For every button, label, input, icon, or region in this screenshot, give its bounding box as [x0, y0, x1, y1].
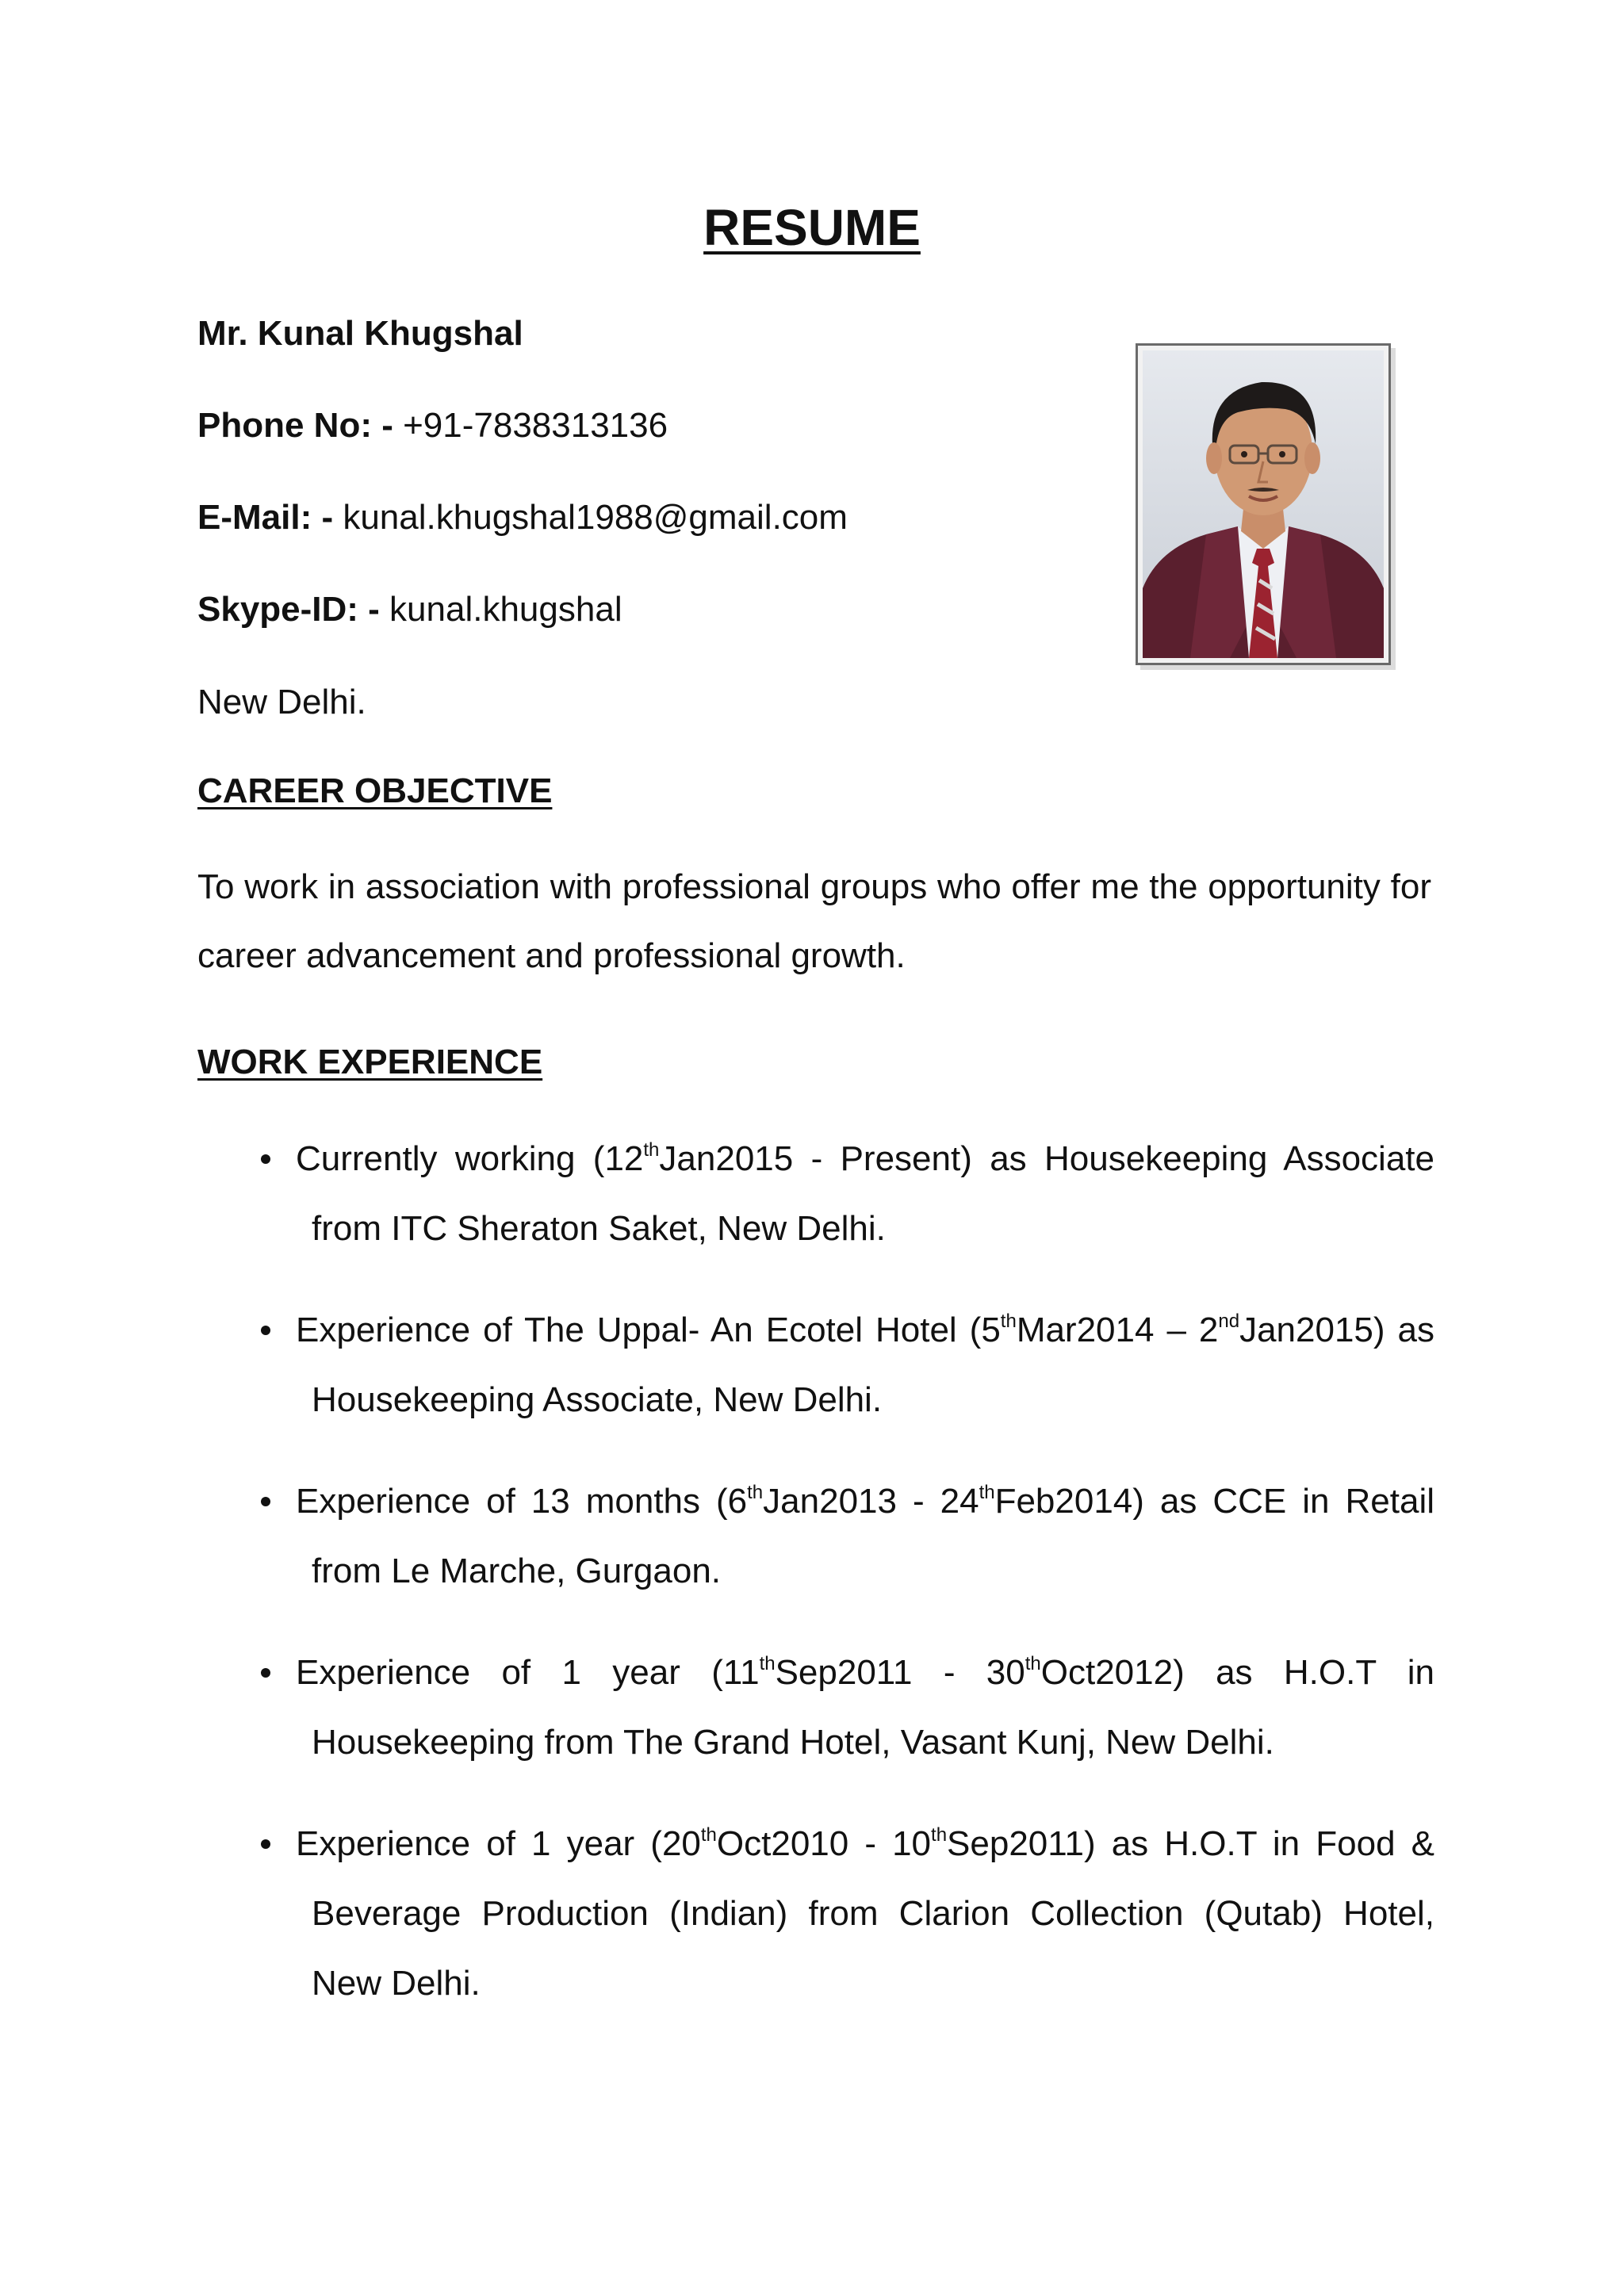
bullet-icon [261, 1668, 270, 1678]
email-line [197, 496, 848, 539]
work-experience-list [197, 1124, 1434, 2019]
profile-photo-frame [1136, 343, 1391, 665]
city-line: New Delhi. [197, 683, 366, 721]
bullet-icon [261, 1497, 270, 1506]
bullet-icon [261, 1326, 270, 1335]
phone-line [197, 404, 668, 447]
list-item: Experience of 1 year (20thOct2010 - 10thSep2011) as H.O.T in Food & Beverage Production (Indian) from Clarion Collection (Qutab) Hotel, New Delhi. [197, 1809, 1434, 2019]
profile-photo-illustration [1143, 350, 1384, 658]
career-objective-text: To work in association with professional groups who offer me the opportunity for career advancement and professional growth. [197, 867, 1431, 975]
email-value: kunal.khugshal1988@gmail.com [333, 498, 848, 537]
list-item: Currently working (12thJan2015 - Present) as Housekeeping Associate from ITC Sheraton Saket, New Delhi. [197, 1124, 1434, 1264]
candidate-name: Mr. Kunal Khugshal [197, 314, 523, 353]
career-objective-heading: CAREER OBJECTIVE [197, 771, 553, 810]
phone-value: +91-7838313136 [393, 406, 668, 445]
bullet-icon [261, 1154, 270, 1164]
list-item: Experience of 1 year (11thSep2011 - 30thOct2012) as H.O.T in Housekeeping from The Grand Hotel, Vasant Kunj, New Delhi. [197, 1638, 1434, 1777]
skype-value: kunal.khugshal [379, 590, 622, 629]
work-experience-heading: WORK EXPERIENCE [197, 1043, 543, 1081]
skype-line [197, 588, 622, 631]
profile-photo [1143, 350, 1384, 658]
email-label: E-Mail: - [197, 498, 334, 537]
page-title: RESUME [703, 199, 921, 256]
bullet-icon [261, 1839, 270, 1849]
list-item: Experience of The Uppal- An Ecotel Hotel (5thMar2014 – 2ndJan2015) as Housekeeping Associate, New Delhi. [197, 1295, 1434, 1435]
list-item: Experience of 13 months (6thJan2013 - 24thFeb2014) as CCE in Retail from Le Marche, Gurgaon. [197, 1467, 1434, 1606]
skype-label: Skype-ID: - [197, 590, 380, 629]
phone-label: Phone No: - [197, 406, 393, 445]
